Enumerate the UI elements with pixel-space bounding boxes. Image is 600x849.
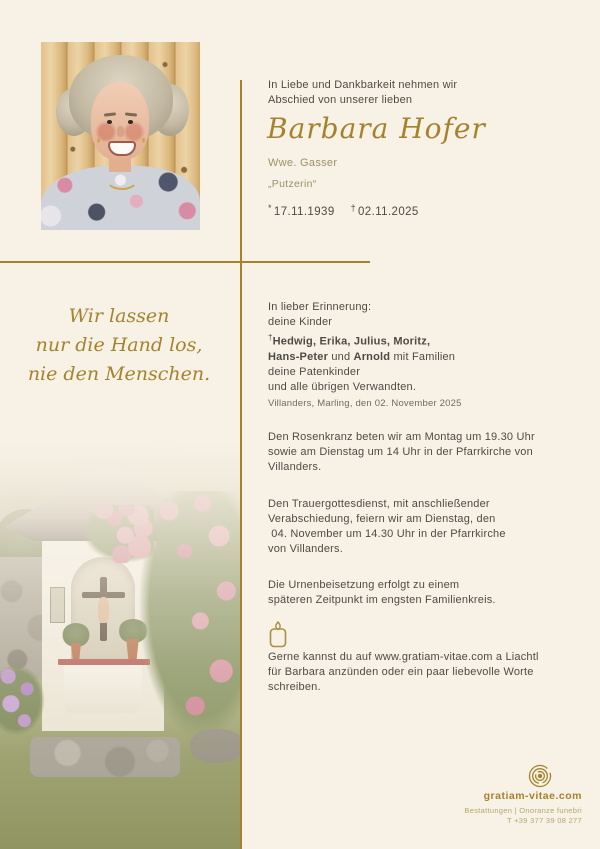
photo-fade-overlay	[0, 437, 240, 849]
notice-line: Den Rosenkranz beten wir am Montag um 19.30 Uhr	[268, 431, 535, 443]
horizontal-divider	[0, 261, 370, 263]
notice-line: schreiben.	[268, 681, 321, 693]
place-date-line: Villanders, Marling, den 02. November 2025	[268, 398, 462, 409]
family-line	[268, 350, 455, 365]
portrait-eye	[107, 120, 112, 124]
shrine-photo	[0, 437, 240, 849]
quote-line: nur die Hand los,	[35, 334, 203, 356]
vertical-divider	[240, 80, 242, 849]
family-suffix: mit Familien	[390, 350, 456, 363]
birth-date: 17.11.1939	[273, 206, 335, 218]
portrait-eye	[128, 120, 133, 124]
online-condolence-notice	[268, 650, 539, 695]
brand-name: gratiam-vitae.com	[483, 790, 582, 802]
child-name: Hans-Peter	[268, 350, 329, 363]
portrait-nose	[117, 126, 124, 137]
death-symbol: †	[350, 203, 357, 213]
brand-tagline: Bestattungen | Onoranze funebri	[464, 806, 582, 815]
memorial-quote	[0, 302, 238, 389]
life-dates	[268, 203, 419, 218]
rosary-notice	[268, 430, 535, 475]
notice-line: Villanders.	[268, 461, 322, 473]
notice-line: sowie am Dienstag um 14 Uhr in der Pfarrkirche von	[268, 446, 533, 458]
dagger-symbol: †	[268, 333, 273, 342]
portrait-earring	[142, 138, 145, 143]
intro-line: Abschied von unserer lieben	[268, 94, 413, 106]
funeral-service-notice	[268, 497, 506, 557]
notice-line: 04. November um 14.30 Uhr in der Pfarrkirche	[268, 528, 506, 540]
portrait-necklace	[105, 166, 139, 190]
quote-line: Wir lassen	[68, 305, 170, 327]
portrait-earring	[97, 138, 100, 143]
family-line: deine Patenkinder	[268, 365, 361, 378]
notice-line: Die Urnenbeisetzung erfolgt zu einem	[268, 579, 460, 591]
death-date: 02.11.2025	[358, 206, 419, 218]
family-line: und alle übrigen Verwandten.	[268, 380, 417, 393]
intro-line: In Liebe und Dankbarkeit nehmen wir	[268, 79, 458, 91]
notice-line: Den Trauergottesdienst, mit anschließender	[268, 498, 490, 510]
family-line: In lieber Erinnerung:	[268, 301, 372, 313]
family-block	[268, 300, 455, 395]
notice-line: Verabschiedung, feiern wir am Dienstag, den	[268, 513, 496, 525]
brand-phone: T +39 377 39 08 277	[507, 816, 582, 825]
children-names: Hedwig, Erika, Julius, Moritz,	[272, 335, 431, 348]
connector-text: und	[328, 350, 354, 363]
portrait-photo	[41, 42, 200, 230]
notice-line: von Villanders.	[268, 543, 343, 555]
family-line	[268, 330, 455, 350]
nickname: „Putzerin“	[268, 178, 317, 190]
family-line: deine Kinder	[268, 316, 333, 328]
deceased-name: Barbara Hofer	[267, 112, 486, 145]
widow-name: Wwe. Gasser	[268, 157, 338, 169]
child-name: Arnold	[353, 350, 391, 363]
birth-symbol: *	[268, 203, 272, 213]
quote-line: nie den Menschen.	[27, 363, 211, 385]
concentric-rings-icon	[527, 763, 553, 789]
announcement-intro	[268, 78, 457, 108]
notice-line: Gerne kannst du auf www.gratiam-vitae.com a Liachtl	[268, 651, 539, 663]
notice-line: für Barbara anzünden oder ein paar liebevolle Worte	[268, 666, 534, 678]
notice-line: späteren Zeitpunkt im engsten Familienkreis.	[268, 594, 496, 606]
urn-burial-notice	[268, 578, 496, 608]
